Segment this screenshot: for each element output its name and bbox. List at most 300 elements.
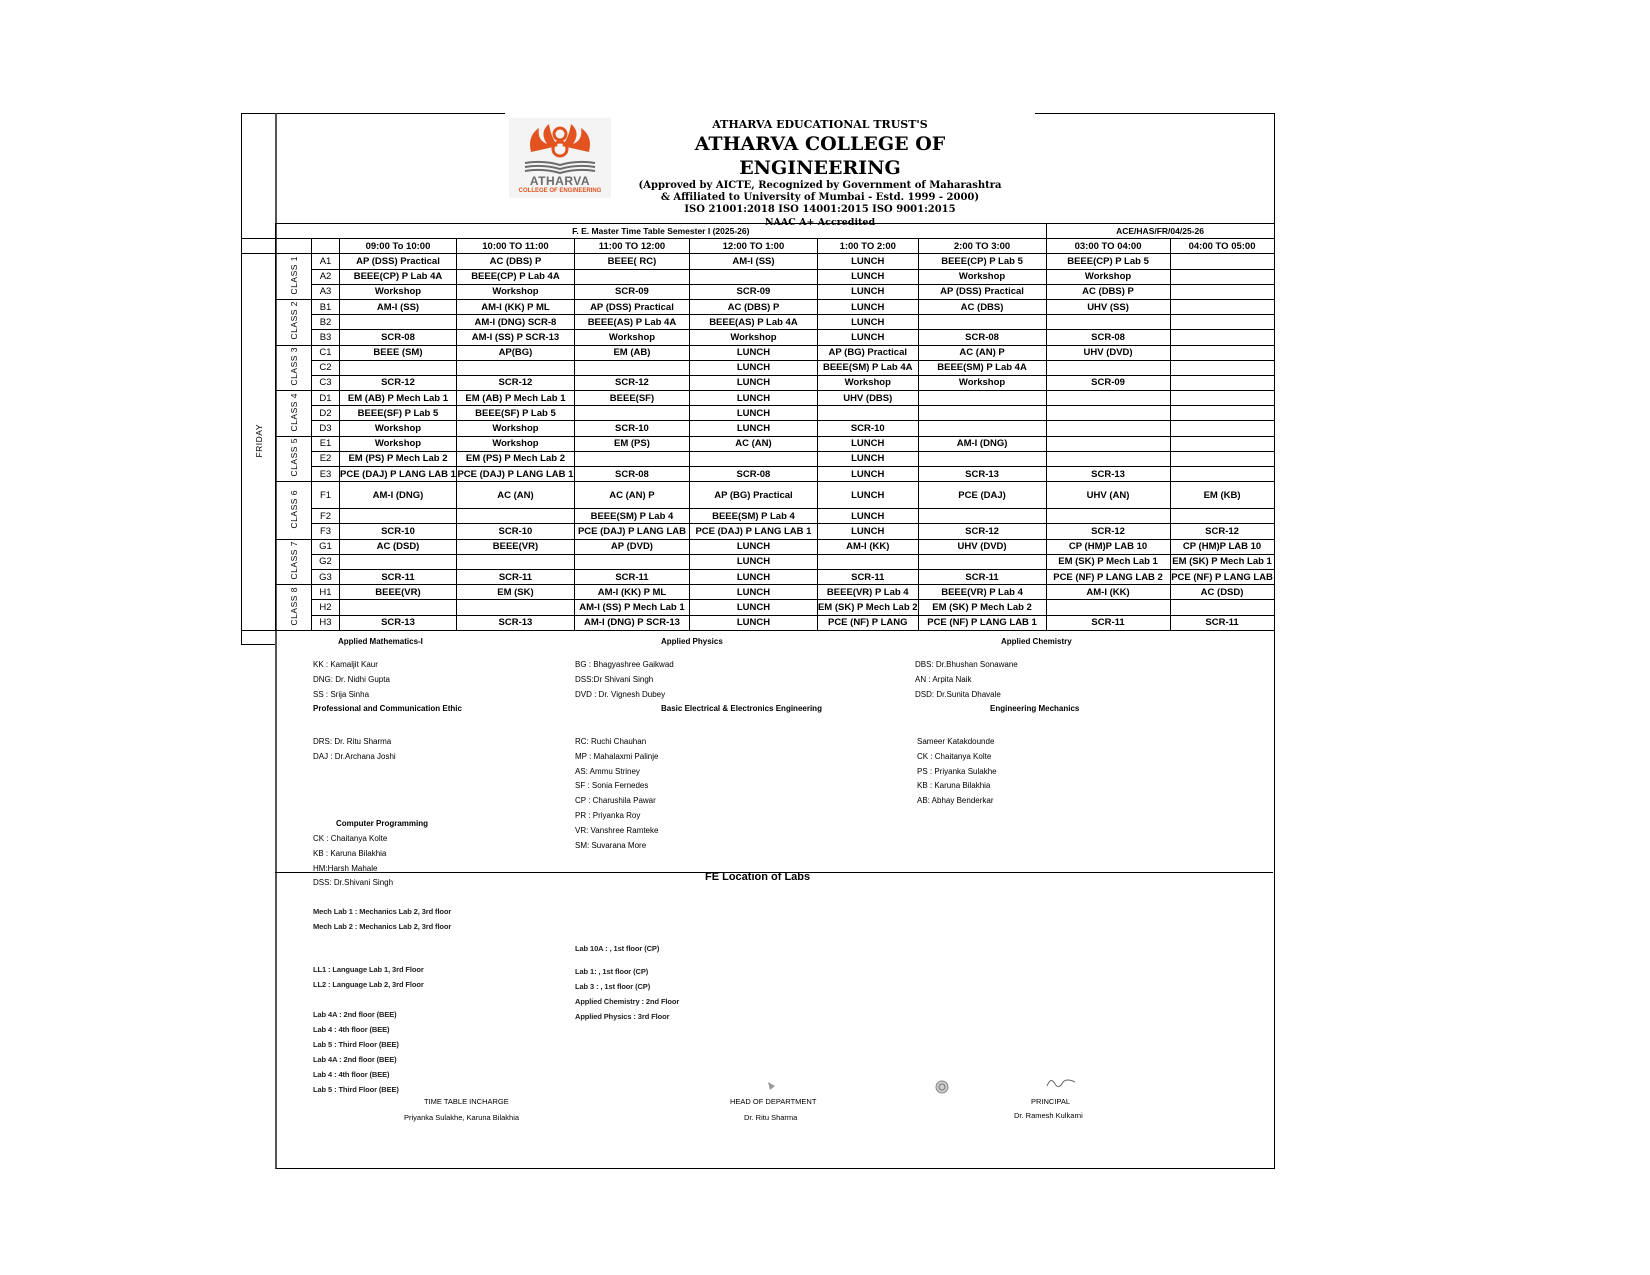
class-cell	[276, 254, 312, 300]
schedule-cell: LUNCH	[817, 524, 918, 539]
schedule-cell: UHV (DBS)	[817, 391, 918, 406]
schedule-cell	[1170, 451, 1274, 466]
faculty-entry: Sameer Katakdounde	[917, 737, 995, 746]
class-cell	[276, 391, 312, 437]
schedule-cell: EM (SK) P Mech Lab 1	[1170, 554, 1274, 569]
batch-label: B2	[312, 315, 340, 330]
class-label: CLASS 6	[288, 489, 299, 529]
schedule-cell	[456, 360, 574, 375]
table-row	[242, 467, 1275, 482]
table-row	[242, 391, 1275, 406]
schedule-cell: LUNCH	[817, 451, 918, 466]
schedule-cell: LUNCH	[817, 330, 918, 345]
faculty-section-heading: Professional and Communication Ethic	[313, 704, 462, 713]
schedule-cell: BEEE(SF) P Lab 5	[340, 406, 457, 421]
schedule-cell: EM (KB)	[1170, 482, 1274, 509]
schedule-cell: BEEE(SM) P Lab 4	[574, 509, 689, 524]
schedule-cell	[918, 315, 1046, 330]
time-slot-header-row	[242, 239, 1275, 254]
document-code: ACE/HAS/FR/04/25-26	[1046, 224, 1274, 239]
class-cell	[276, 482, 312, 539]
batch-label: D3	[312, 421, 340, 436]
schedule-cell: AP (DSS) Practical	[918, 284, 1046, 299]
schedule-cell: SCR-11	[340, 569, 457, 584]
schedule-cell: Workshop	[1046, 269, 1170, 284]
schedule-cell: BEEE( RC)	[574, 254, 689, 269]
schedule-cell: SCR-11	[574, 569, 689, 584]
time-slot-header: 04:00 TO 05:00	[1170, 239, 1274, 254]
class-cell	[276, 345, 312, 391]
schedule-cell: UHV (DVD)	[918, 539, 1046, 554]
batch-label: A3	[312, 284, 340, 299]
lab-location-entry: Lab 10A : , 1st floor (CP)	[575, 944, 660, 953]
schedule-cell: BEEE(VR) P Lab 4	[918, 585, 1046, 600]
schedule-cell: AC (DBS) P	[1046, 284, 1170, 299]
time-slot-header: 09:00 To 10:00	[340, 239, 457, 254]
schedule-cell: CP (HM)P LAB 10	[1046, 539, 1170, 554]
schedule-cell: PCE (NF) P LANG LAB	[1170, 569, 1274, 584]
table-row	[242, 482, 1275, 509]
schedule-cell: AM-I (DNG)	[340, 482, 457, 509]
schedule-cell	[1046, 451, 1170, 466]
schedule-cell	[918, 554, 1046, 569]
day-label: FRIDAY	[253, 423, 264, 458]
schedule-cell: UHV (AN)	[1046, 482, 1170, 509]
schedule-cell: LUNCH	[817, 299, 918, 314]
naac-line: NAAC A+ Accredited	[764, 217, 876, 228]
schedule-cell: AM-I (DNG) SCR-8	[456, 315, 574, 330]
schedule-cell	[1170, 345, 1274, 360]
faculty-entry: DNG: Dr. Nidhi Gupta	[313, 674, 390, 684]
schedule-cell: AP (BG) Practical	[689, 482, 817, 509]
faculty-entry: BG : Bhagyashree Gaikwad	[575, 660, 674, 669]
schedule-cell: AM-I (DNG) P SCR-13	[574, 615, 689, 630]
blank-cell	[312, 239, 340, 254]
schedule-cell	[340, 509, 457, 524]
faculty-section-heading: Engineering Mechanics	[990, 704, 1080, 713]
schedule-cell	[1170, 254, 1274, 269]
schedule-cell: SCR-13	[1046, 467, 1170, 482]
schedule-cell	[1046, 360, 1170, 375]
time-slot-header: 03:00 TO 04:00	[1046, 239, 1170, 254]
batch-label: G1	[312, 539, 340, 554]
schedule-cell: AM-I (KK)	[817, 539, 918, 554]
schedule-cell	[1170, 509, 1274, 524]
tt-incharge-names: Priyanka Sulakhe, Karuna Bilakhia	[404, 1113, 520, 1122]
schedule-cell: LUNCH	[689, 569, 817, 584]
faculty-entry: KB : Karuna Bilakhia	[313, 848, 387, 858]
faculty-entry: DSD: Dr.Sunita Dhavale	[915, 689, 1001, 699]
batch-label: H1	[312, 585, 340, 600]
timetable	[241, 223, 1275, 631]
schedule-cell: LUNCH	[689, 391, 817, 406]
batch-label: C3	[312, 375, 340, 390]
schedule-cell: LUNCH	[689, 615, 817, 630]
schedule-cell: SCR-11	[918, 569, 1046, 584]
schedule-cell: Workshop	[918, 375, 1046, 390]
schedule-cell: SCR-12	[1046, 524, 1170, 539]
batch-label: F2	[312, 509, 340, 524]
class-label: CLASS 5	[288, 438, 299, 477]
schedule-cell: PCE (NF) P LANG	[817, 615, 918, 630]
schedule-cell: Workshop	[817, 375, 918, 390]
schedule-cell: LUNCH	[689, 539, 817, 554]
table-row	[242, 345, 1275, 360]
batch-label: A2	[312, 269, 340, 284]
schedule-cell	[574, 269, 689, 284]
schedule-cell	[1046, 509, 1170, 524]
class-cell	[276, 585, 312, 631]
table-row	[242, 554, 1275, 569]
batch-label: G2	[312, 554, 340, 569]
table-row	[242, 421, 1275, 436]
margin-cell	[242, 224, 276, 239]
lab-location-entry: Lab 5 : Third Floor (BEE)	[313, 1040, 399, 1049]
faculty-section-heading: Computer Programming	[336, 819, 429, 828]
class-label: CLASS 7	[288, 541, 299, 580]
schedule-cell: SCR-11	[456, 569, 574, 584]
lab-location-entry: Mech Lab 1 : Mechanics Lab 2, 3rd floor	[313, 907, 452, 916]
schedule-cell: LUNCH	[689, 375, 817, 390]
schedule-cell: Workshop	[340, 421, 457, 436]
faculty-section-heading: Basic Electrical & Electronics Engineering	[661, 704, 822, 713]
schedule-cell: EM (SK) P Mech Lab 2	[918, 600, 1046, 615]
batch-label: C2	[312, 360, 340, 375]
lab-location-entry: Lab 4A : 2nd floor (BEE)	[313, 1010, 397, 1019]
schedule-cell: BEEE(CP) P Lab 4A	[456, 269, 574, 284]
batch-label: H3	[312, 615, 340, 630]
schedule-cell	[689, 451, 817, 466]
schedule-cell: BEEE(VR) P Lab 4	[817, 585, 918, 600]
schedule-cell	[456, 600, 574, 615]
schedule-cell: Workshop	[456, 436, 574, 451]
schedule-cell: BEEE(AS) P Lab 4A	[689, 315, 817, 330]
schedule-cell: PCE (NF) P LANG LAB 2	[1046, 569, 1170, 584]
batch-label: A1	[312, 254, 340, 269]
schedule-cell	[574, 554, 689, 569]
schedule-cell	[1170, 269, 1274, 284]
time-slot-header: 2:00 TO 3:00	[918, 239, 1046, 254]
time-slot-header: 1:00 TO 2:00	[817, 239, 918, 254]
table-row	[242, 360, 1275, 375]
schedule-cell: AP (BG) Practical	[817, 345, 918, 360]
schedule-cell: SCR-09	[689, 284, 817, 299]
schedule-cell: LUNCH	[817, 315, 918, 330]
schedule-cell	[918, 451, 1046, 466]
class-cell	[276, 436, 312, 482]
table-row	[242, 284, 1275, 299]
table-row	[242, 600, 1275, 615]
principal-label: PRINCIPAL	[1031, 1097, 1071, 1106]
schedule-cell: UHV (DVD)	[1046, 345, 1170, 360]
schedule-cell: BEEE(SF)	[574, 391, 689, 406]
schedule-cell: SCR-09	[1046, 375, 1170, 390]
schedule-cell: AC (AN) P	[918, 345, 1046, 360]
flame-gear-icon	[525, 122, 595, 160]
lab-location-entry: LL1 : Language Lab 1, 3rd Floor	[313, 965, 424, 974]
schedule-cell: AM-I (SS)	[340, 299, 457, 314]
schedule-cell: LUNCH	[817, 254, 918, 269]
schedule-cell: UHV (SS)	[1046, 299, 1170, 314]
faculty-entry: SF : Sonia Fernedes	[575, 781, 649, 791]
time-slot-header: 10:00 TO 11:00	[456, 239, 574, 254]
principal-signature-icon	[1045, 1076, 1077, 1090]
schedule-cell	[574, 451, 689, 466]
lab-location-entry: Lab 5 : Third Floor (BEE)	[313, 1085, 399, 1094]
time-slot-header: 12:00 TO 1:00	[689, 239, 817, 254]
class-label: CLASS 1	[288, 255, 299, 295]
schedule-cell: Workshop	[574, 330, 689, 345]
table-row	[242, 375, 1275, 390]
faculty-entry: DAJ : Dr.Archana Joshi	[313, 751, 396, 761]
schedule-cell: BEEE(VR)	[456, 539, 574, 554]
day-cell	[242, 254, 276, 630]
schedule-cell	[1170, 600, 1274, 615]
schedule-cell: AC (AN)	[689, 436, 817, 451]
faculty-entry: VR: Vanshree Ramteke	[575, 825, 659, 835]
lab-location-entry: Applied Chemistry : 2nd Floor	[575, 997, 680, 1006]
schedule-cell: Workshop	[456, 284, 574, 299]
class-label: CLASS 4	[288, 392, 299, 432]
table-row	[242, 569, 1275, 584]
schedule-cell: LUNCH	[817, 482, 918, 509]
schedule-cell: PCE (DAJ)	[918, 482, 1046, 509]
table-row	[242, 299, 1275, 314]
schedule-cell	[1170, 436, 1274, 451]
schedule-cell: EM (PS) P Mech Lab 2	[456, 451, 574, 466]
schedule-cell: SCR-12	[918, 524, 1046, 539]
schedule-cell: LUNCH	[689, 421, 817, 436]
schedule-cell: PCE (DAJ) P LANG LAB 1	[689, 524, 817, 539]
schedule-cell: SCR-13	[340, 615, 457, 630]
schedule-cell	[1170, 421, 1274, 436]
table-row	[242, 436, 1275, 451]
schedule-cell: AC (DBS)	[918, 299, 1046, 314]
schedule-cell: SCR-12	[456, 375, 574, 390]
faculty-entry: PS : Priyanka Sulakhe	[917, 766, 997, 776]
table-row	[242, 406, 1275, 421]
schedule-cell: PCE (NF) P LANG LAB 1	[918, 615, 1046, 630]
schedule-cell	[340, 554, 457, 569]
lab-location-entry: Lab 4 : 4th floor (BEE)	[313, 1070, 390, 1079]
schedule-cell: SCR-12	[574, 375, 689, 390]
batch-label: E2	[312, 451, 340, 466]
approval-line-1: (Approved by AICTE, Recognized by Government of Maharashtra	[638, 180, 1002, 191]
table-row	[242, 330, 1275, 345]
schedule-cell: SCR-10	[817, 421, 918, 436]
hod-name: Dr. Ritu Sharma	[744, 1113, 798, 1122]
batch-label: D2	[312, 406, 340, 421]
hod-label: HEAD OF DEPARTMENT	[730, 1097, 817, 1106]
faculty-entry: CK : Chaitanya Kolte	[917, 751, 992, 761]
faculty-entry: KB : Karuna Bilakhia	[917, 781, 991, 791]
schedule-cell: LUNCH	[689, 406, 817, 421]
faculty-entry: MP : Mahalaxmi Palinje	[575, 751, 659, 761]
table-row	[242, 269, 1275, 284]
batch-label: C1	[312, 345, 340, 360]
schedule-cell: LUNCH	[689, 600, 817, 615]
class-label: CLASS 3	[288, 347, 299, 386]
schedule-cell	[918, 406, 1046, 421]
schedule-cell	[918, 509, 1046, 524]
schedule-cell	[1046, 436, 1170, 451]
schedule-cell	[1170, 330, 1274, 345]
schedule-cell: BEEE (SM)	[340, 345, 457, 360]
schedule-cell: SCR-10	[574, 421, 689, 436]
schedule-cell: LUNCH	[817, 436, 918, 451]
trust-name: ATHARVA EDUCATIONAL TRUST'S	[712, 118, 928, 131]
schedule-cell: PCE (DAJ) P LANG LAB 1	[456, 467, 574, 482]
time-slot-header: 11:00 TO 12:00	[574, 239, 689, 254]
table-row	[242, 451, 1275, 466]
schedule-cell	[456, 554, 574, 569]
book-icon	[523, 160, 597, 174]
schedule-cell: BEEE(CP) P Lab 4A	[340, 269, 457, 284]
logo-subtitle: COLLEGE OF ENGINEERING	[518, 188, 602, 194]
schedule-cell: BEEE(AS) P Lab 4A	[574, 315, 689, 330]
schedule-cell	[918, 421, 1046, 436]
schedule-cell: AC (DBS) P	[689, 299, 817, 314]
schedule-cell: SCR-08	[340, 330, 457, 345]
schedule-cell: AM-I (KK) P ML	[456, 299, 574, 314]
schedule-cell: AP(BG)	[456, 345, 574, 360]
faculty-entry: PR : Priyanka Roy	[575, 811, 641, 820]
schedule-cell: LUNCH	[689, 585, 817, 600]
schedule-cell: AP (DSS) Practical	[574, 299, 689, 314]
schedule-cell: Workshop	[689, 330, 817, 345]
schedule-cell	[1170, 406, 1274, 421]
schedule-cell: AC (DSD)	[1170, 585, 1274, 600]
schedule-cell: AC (AN)	[456, 482, 574, 509]
faculty-entry: SS : Srija Sinha	[313, 689, 370, 699]
institution-header	[630, 118, 1010, 230]
schedule-cell	[456, 509, 574, 524]
schedule-cell	[817, 406, 918, 421]
schedule-cell	[1170, 315, 1274, 330]
margin-cell	[242, 239, 276, 254]
schedule-cell: SCR-13	[456, 615, 574, 630]
schedule-cell: EM (SK)	[456, 585, 574, 600]
faculty-entry: DBS: Dr.Bhushan Sonawane	[915, 660, 1018, 669]
table-row	[242, 509, 1275, 524]
schedule-cell: BEEE(VR)	[340, 585, 457, 600]
schedule-cell	[1170, 375, 1274, 390]
schedule-cell: SCR-13	[918, 467, 1046, 482]
schedule-cell: LUNCH	[817, 269, 918, 284]
batch-label: D1	[312, 391, 340, 406]
schedule-cell	[1046, 315, 1170, 330]
schedule-cell: PCE (DAJ) P LANG LAB	[574, 524, 689, 539]
schedule-cell: BEEE(SF) P Lab 5	[456, 406, 574, 421]
lab-location-entry: Lab 3 : , 1st floor (CP)	[575, 982, 651, 991]
schedule-cell	[340, 600, 457, 615]
schedule-cell: BEEE(CP) P Lab 5	[1046, 254, 1170, 269]
schedule-cell: SCR-08	[689, 467, 817, 482]
schedule-cell	[918, 391, 1046, 406]
batch-label: G3	[312, 569, 340, 584]
schedule-cell: AC (AN) P	[574, 482, 689, 509]
faculty-entry: DSS: Dr.Shivani Singh	[313, 878, 394, 888]
principal-name: Dr. Ramesh Kulkarni	[1014, 1111, 1083, 1120]
schedule-cell: PCE (DAJ) P LANG LAB 1	[340, 467, 457, 482]
schedule-cell: LUNCH	[689, 345, 817, 360]
schedule-cell: AC (DSD)	[340, 539, 457, 554]
lab-location-entry: LL2 : Language Lab 2, 3rd Floor	[313, 980, 424, 989]
schedule-cell: LUNCH	[817, 509, 918, 524]
schedule-cell	[1170, 391, 1274, 406]
faculty-section-heading: Applied Mathematics-I	[338, 637, 423, 646]
schedule-cell: LUNCH	[689, 554, 817, 569]
schedule-cell	[340, 360, 457, 375]
schedule-cell: EM (AB) P Mech Lab 1	[340, 391, 457, 406]
batch-label: F3	[312, 524, 340, 539]
schedule-cell: EM (SK) P Mech Lab 2	[817, 600, 918, 615]
college-logo	[509, 118, 611, 198]
faculty-section-heading: Applied Chemistry	[1001, 637, 1072, 646]
faculty-entry: AS: Ammu Striney	[575, 766, 640, 776]
schedule-cell: BEEE(SM) P Lab 4A	[918, 360, 1046, 375]
schedule-cell: AC (DBS) P	[456, 254, 574, 269]
schedule-cell: Workshop	[340, 436, 457, 451]
table-row	[242, 615, 1275, 630]
schedule-cell: EM (SK) P Mech Lab 1	[1046, 554, 1170, 569]
schedule-cell	[1046, 406, 1170, 421]
lab-location-entry: Mech Lab 2 : Mechanics Lab 2, 3rd floor	[313, 922, 452, 931]
schedule-cell: AM-I (KK) P ML	[574, 585, 689, 600]
batch-label: H2	[312, 600, 340, 615]
labs-title: FE Location of Labs	[705, 871, 811, 883]
schedule-cell: SCR-09	[574, 284, 689, 299]
class-label: CLASS 2	[288, 301, 299, 340]
schedule-cell: AM-I (SS) P Mech Lab 1	[574, 600, 689, 615]
batch-label: E3	[312, 467, 340, 482]
schedule-cell	[1046, 600, 1170, 615]
schedule-cell: CP (HM)P LAB 10	[1170, 539, 1274, 554]
schedule-cell: EM (PS) P Mech Lab 2	[340, 451, 457, 466]
schedule-cell: Workshop	[456, 421, 574, 436]
schedule-cell: SCR-10	[340, 524, 457, 539]
faculty-entry: CK : Chaitanya Kolte	[313, 834, 388, 843]
schedule-cell: SCR-08	[1046, 330, 1170, 345]
blank-cell	[276, 239, 312, 254]
schedule-cell: SCR-08	[574, 467, 689, 482]
schedule-cell	[1046, 421, 1170, 436]
schedule-cell: SCR-11	[1046, 615, 1170, 630]
schedule-cell: SCR-11	[817, 569, 918, 584]
schedule-cell: EM (AB)	[574, 345, 689, 360]
schedule-cell: SCR-12	[1170, 524, 1274, 539]
schedule-cell: SCR-08	[918, 330, 1046, 345]
schedule-cell: LUNCH	[689, 360, 817, 375]
faculty-entry: AB: Abhay Benderkar	[917, 796, 994, 806]
tt-incharge-label: TIME TABLE INCHARGE	[424, 1097, 509, 1106]
schedule-cell: EM (AB) P Mech Lab 1	[456, 391, 574, 406]
schedule-cell: SCR-12	[340, 375, 457, 390]
batch-label: B1	[312, 299, 340, 314]
logo-name: ATHARVA	[529, 174, 591, 188]
schedule-cell	[340, 315, 457, 330]
table-row	[242, 539, 1275, 554]
schedule-cell	[1170, 467, 1274, 482]
faculty-entry: DVD : Dr. Vignesh Dubey	[575, 689, 666, 699]
lab-location-entry: Lab 1: , 1st floor (CP)	[575, 967, 649, 976]
lab-location-entry: Applied Physics : 3rd Floor	[575, 1012, 670, 1021]
schedule-cell: EM (PS)	[574, 436, 689, 451]
schedule-cell: AM-I (SS) P SCR-13	[456, 330, 574, 345]
schedule-cell: Workshop	[918, 269, 1046, 284]
class-cell	[276, 299, 312, 345]
faculty-entry: DSS:Dr Shivani Singh	[575, 674, 654, 684]
